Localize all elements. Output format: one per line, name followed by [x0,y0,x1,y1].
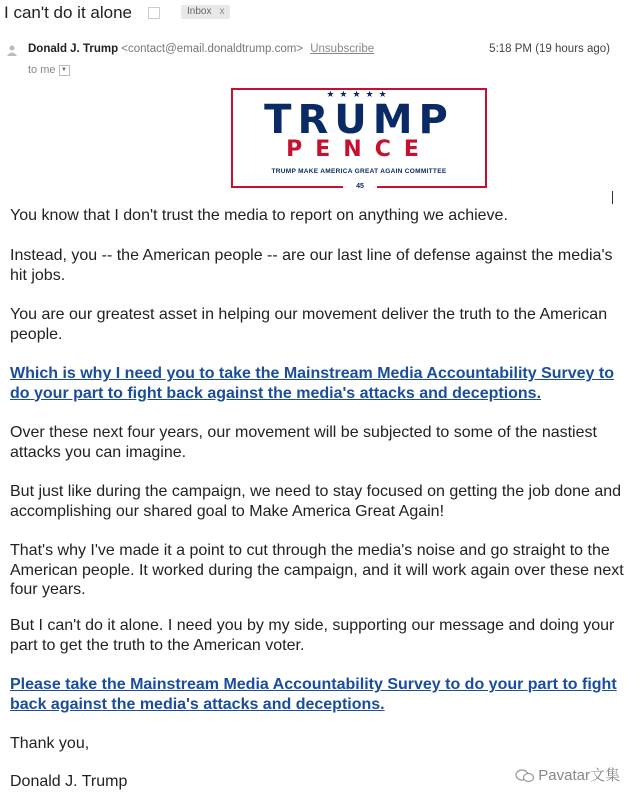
inbox-label[interactable] [181,5,230,19]
sender-name[interactable]: Donald J. Trump [28,43,119,55]
body-paragraph-5: But just like during the campaign, we need to stay focused on getting the job done and accomplishing our shared goal to Make America Great Again! [10,483,622,520]
survey-link-2[interactable]: Please take the Mainstream Media Accountability Survey to do your part to fight back against the media's attacks and deceptions. [10,676,617,713]
recipients[interactable] [28,64,70,76]
important-checkbox[interactable] [148,7,160,19]
sender-email: <contact@email.donaldtrump.com> [121,43,304,55]
logo-committee-text: TRUMP MAKE AMERICA GREAT AGAIN COMMITTEE [271,168,447,175]
to-me-label: to me [28,64,56,76]
message-time: 5:18 PM (19 hours ago) [489,43,610,55]
body-paragraph-4: Over these next four years, our movement will be subjected to some of the nastiest attacks you can imagine. [10,424,597,461]
body-paragraph-6: That's why I've made it a point to cut through the media's noise and go straight to the American people. It worked during the campaign, and it will work again over these next four years. [10,542,624,598]
message-header [0,38,640,84]
body-paragraph-2: Instead, you -- the American people -- are our last line of defense against the media's hit jobs. [10,247,613,284]
inbox-label-text: Inbox [187,6,212,17]
logo-number: 45 [343,183,377,193]
signature: Donald J. Trump [10,773,128,790]
closing-text: Thank you, [10,735,90,752]
campaign-logo [231,88,487,188]
recipient-details-dropdown-icon[interactable]: ▼ [59,65,70,76]
wechat-icon [515,769,535,783]
body-paragraph-7: But I can't do it alone. I need you by my side, supporting our message and doing your part to get the truth to the American voter. [10,617,615,654]
logo-trump-text: TRUMP [264,97,454,143]
remove-label-icon[interactable]: x [219,6,225,17]
body-paragraph-1: You know that I don't trust the media to report on anything we achieve. [10,207,508,224]
text-cursor [612,191,613,204]
watermark-text: Pavatar文集 [538,767,620,784]
subject-bar [0,0,640,26]
logo-pence-text: PENCE [286,137,432,162]
unsubscribe-link[interactable]: Unsubscribe [310,43,375,55]
avatar-icon [6,44,18,56]
stars-decoration: ★★★★★ [326,89,392,99]
sender-info [28,43,374,55]
survey-link-1[interactable]: Which is why I need you to take the Mainstream Media Accountability Survey to do your part to fight back against the media's attacks and deceptions. [10,365,614,402]
body-paragraph-3: You are our greatest asset in helping our movement deliver the truth to the American people. [10,306,608,343]
watermark [515,764,620,785]
email-subject: I can't do it alone [4,3,132,22]
